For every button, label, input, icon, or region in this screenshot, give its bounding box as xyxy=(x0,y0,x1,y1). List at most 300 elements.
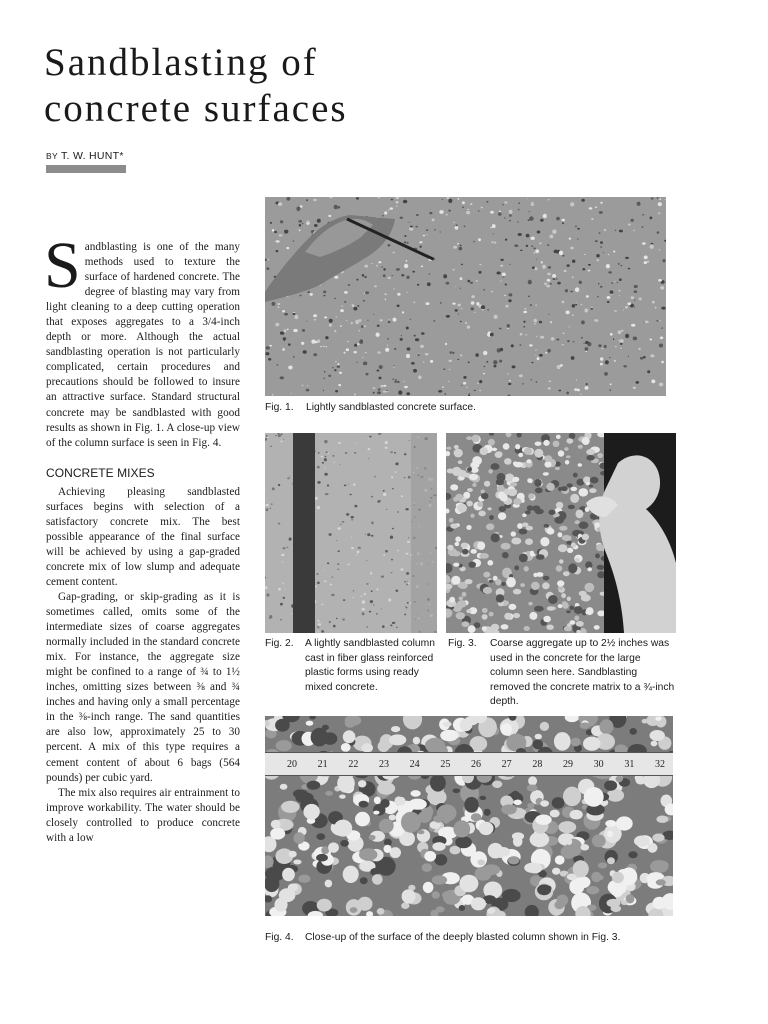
texture-dot xyxy=(379,500,381,502)
texture-dot xyxy=(455,224,457,226)
texture-dot xyxy=(589,485,593,488)
fig2-label: Fig. 2. xyxy=(265,638,294,649)
texture-dot xyxy=(384,845,392,853)
texture-dot xyxy=(389,319,390,320)
fig2-caption xyxy=(265,637,443,695)
texture-dot xyxy=(531,582,540,590)
texture-dot xyxy=(547,606,555,611)
texture-dot xyxy=(496,594,504,602)
texture-dot xyxy=(366,626,368,628)
texture-dot xyxy=(479,264,481,266)
texture-dot xyxy=(453,563,459,567)
texture-dot xyxy=(293,860,301,865)
texture-dot xyxy=(328,842,339,852)
fig4-caption xyxy=(265,931,685,946)
texture-dot xyxy=(488,469,493,473)
texture-dot xyxy=(567,597,571,602)
texture-dot xyxy=(405,606,406,607)
texture-dot xyxy=(636,381,640,384)
texture-dot xyxy=(495,451,503,458)
texture-dot xyxy=(503,443,510,450)
texture-dot xyxy=(278,202,282,206)
texture-dot xyxy=(562,222,564,224)
texture-dot xyxy=(282,310,285,312)
texture-dot xyxy=(293,313,296,315)
texture-dot xyxy=(540,336,544,339)
texture-dot xyxy=(558,544,567,552)
texture-dot xyxy=(340,840,349,847)
texture-dot xyxy=(324,371,326,372)
texture-dot xyxy=(478,511,485,517)
texture-dot xyxy=(302,385,304,386)
texture-dot xyxy=(380,385,384,387)
texture-dot xyxy=(640,357,644,360)
texture-dot xyxy=(342,305,343,306)
fig1-text: Lightly sandblasted concrete surface. xyxy=(306,402,476,413)
texture-dot xyxy=(328,215,331,217)
texture-dot xyxy=(492,224,496,228)
texture-dot xyxy=(600,286,603,288)
texture-dot xyxy=(446,282,450,285)
texture-dot xyxy=(528,296,530,297)
texture-dot xyxy=(470,203,472,205)
texture-dot xyxy=(432,891,440,898)
texture-dot xyxy=(634,290,637,293)
texture-dot xyxy=(346,320,348,321)
texture-dot xyxy=(346,348,349,351)
texture-dot xyxy=(588,270,591,272)
texture-dot xyxy=(532,266,535,269)
texture-dot xyxy=(316,854,328,862)
texture-dot xyxy=(432,219,435,222)
texture-dot xyxy=(535,355,536,356)
texture-dot xyxy=(356,362,358,363)
texture-dot xyxy=(607,789,624,802)
texture-dot xyxy=(655,861,668,869)
texture-dot xyxy=(502,204,503,205)
texture-dot xyxy=(550,321,552,323)
texture-dot xyxy=(276,250,279,252)
texture-dot xyxy=(417,284,419,286)
texture-dot xyxy=(459,905,465,911)
texture-dot xyxy=(283,337,287,340)
texture-dot xyxy=(550,810,560,818)
texture-dot xyxy=(615,230,616,231)
texture-dot xyxy=(351,537,352,538)
texture-dot xyxy=(307,385,308,386)
texture-dot xyxy=(329,324,332,327)
texture-dot xyxy=(455,542,460,546)
texture-dot xyxy=(513,613,520,618)
texture-dot xyxy=(665,199,666,200)
texture-dot xyxy=(508,489,517,496)
texture-dot xyxy=(392,488,394,489)
texture-dot xyxy=(318,452,320,453)
texture-dot xyxy=(483,572,490,578)
texture-dot xyxy=(317,339,320,342)
texture-dot xyxy=(268,358,271,361)
texture-dot xyxy=(614,310,617,312)
texture-dot xyxy=(379,819,394,833)
texture-dot xyxy=(396,201,399,203)
texture-dot xyxy=(486,361,488,363)
texture-dot xyxy=(353,597,354,598)
texture-dot xyxy=(486,523,494,530)
texture-dot xyxy=(395,471,397,473)
texture-dot xyxy=(619,278,622,281)
texture-dot xyxy=(536,336,537,337)
fig4-photo xyxy=(265,716,673,916)
texture-dot xyxy=(574,616,579,621)
texture-dot xyxy=(505,305,508,308)
texture-dot xyxy=(449,369,451,370)
texture-dot xyxy=(471,295,475,298)
texture-dot xyxy=(368,438,369,439)
texture-dot xyxy=(454,449,463,458)
texture-dot xyxy=(655,307,657,309)
texture-dot xyxy=(413,335,416,337)
texture-dot xyxy=(610,294,612,295)
texture-dot xyxy=(594,319,598,322)
texture-dot xyxy=(396,205,397,207)
texture-dot xyxy=(280,784,288,790)
texture-dot xyxy=(460,354,463,356)
texture-dot xyxy=(572,260,575,263)
texture-dot xyxy=(577,389,580,392)
texture-dot xyxy=(496,479,504,486)
texture-dot xyxy=(567,548,573,553)
texture-dot xyxy=(391,559,393,561)
texture-dot xyxy=(412,271,415,273)
texture-dot xyxy=(600,363,603,366)
texture-dot xyxy=(652,301,655,304)
texture-dot xyxy=(271,503,273,504)
texture-dot xyxy=(584,787,604,807)
texture-dot xyxy=(614,360,616,362)
texture-dot xyxy=(339,372,342,374)
column-shadow xyxy=(293,433,315,633)
texture-dot xyxy=(525,538,533,545)
texture-dot xyxy=(540,722,549,731)
texture-dot xyxy=(504,295,506,296)
fig2-text: A lightly sandblasted column cast in fiber glass reinforced plastic forms using ready mixed concrete. xyxy=(305,638,435,693)
texture-dot xyxy=(272,394,273,395)
texture-dot xyxy=(531,203,535,206)
texture-dot xyxy=(278,523,280,525)
texture-dot xyxy=(659,344,663,348)
texture-dot xyxy=(406,572,409,575)
texture-dot xyxy=(618,330,622,334)
article-title xyxy=(44,40,348,132)
texture-dot xyxy=(467,209,469,210)
texture-dot xyxy=(547,273,551,276)
texture-dot xyxy=(340,524,342,525)
texture-dot xyxy=(548,352,549,353)
texture-dot xyxy=(482,608,488,613)
texture-dot xyxy=(269,345,272,347)
texture-dot xyxy=(397,550,399,552)
texture-dot xyxy=(363,300,365,302)
texture-dot xyxy=(436,906,445,912)
texture-dot xyxy=(604,780,617,790)
texture-dot xyxy=(354,344,357,347)
texture-dot xyxy=(266,267,269,270)
ruler-tick-label: 30 xyxy=(593,759,604,770)
texture-dot xyxy=(288,343,291,345)
texture-dot xyxy=(457,359,459,360)
texture-dot xyxy=(401,274,404,276)
texture-dot xyxy=(432,842,445,851)
texture-dot xyxy=(461,308,463,309)
texture-dot xyxy=(460,277,463,280)
texture-dot xyxy=(313,199,317,201)
texture-dot xyxy=(531,245,533,247)
texture-dot xyxy=(364,593,366,595)
texture-dot xyxy=(561,219,565,222)
texture-dot xyxy=(471,301,475,304)
texture-dot xyxy=(298,875,310,883)
texture-dot xyxy=(427,282,431,286)
texture-dot xyxy=(529,612,537,620)
texture-dot xyxy=(418,811,432,823)
texture-dot xyxy=(543,576,549,581)
texture-dot xyxy=(548,314,549,315)
texture-dot xyxy=(501,723,512,735)
texture-dot xyxy=(455,226,459,230)
texture-dot xyxy=(333,625,336,628)
texture-dot xyxy=(586,886,599,894)
texture-dot xyxy=(627,302,631,305)
texture-dot xyxy=(434,854,447,865)
texture-dot xyxy=(410,319,411,320)
texture-dot xyxy=(327,484,329,486)
texture-dot xyxy=(599,211,603,214)
texture-dot xyxy=(571,487,578,491)
texture-dot xyxy=(509,220,511,222)
texture-dot xyxy=(575,226,577,228)
texture-dot xyxy=(637,202,641,206)
texture-dot xyxy=(529,344,533,346)
texture-dot xyxy=(526,234,530,238)
texture-dot xyxy=(404,264,408,268)
texture-dot xyxy=(589,488,596,493)
texture-dot xyxy=(345,452,348,454)
texture-dot xyxy=(575,287,579,292)
texture-dot xyxy=(558,450,564,456)
texture-dot xyxy=(535,734,542,740)
byline-by: BY xyxy=(46,151,58,161)
texture-dot xyxy=(554,250,558,254)
texture-dot xyxy=(369,835,376,840)
texture-dot xyxy=(404,241,406,243)
texture-dot xyxy=(530,304,533,306)
texture-dot xyxy=(520,333,523,336)
texture-dot xyxy=(511,531,516,536)
texture-dot xyxy=(498,512,506,520)
texture-dot xyxy=(469,393,470,394)
ruler-tick-label: 27 xyxy=(501,759,512,770)
texture-dot xyxy=(314,224,318,227)
texture-dot xyxy=(385,294,387,295)
texture-dot xyxy=(336,540,337,541)
texture-dot xyxy=(316,833,325,840)
texture-dot xyxy=(406,260,408,262)
texture-dot xyxy=(585,341,589,344)
texture-dot xyxy=(464,226,466,228)
texture-dot xyxy=(303,804,319,820)
texture-dot xyxy=(625,334,629,338)
texture-dot xyxy=(356,279,358,281)
texture-dot xyxy=(504,217,505,218)
texture-dot xyxy=(547,349,551,352)
texture-dot xyxy=(418,354,420,356)
texture-dot xyxy=(278,307,280,308)
texture-dot xyxy=(355,812,370,827)
texture-dot xyxy=(335,390,338,392)
texture-dot xyxy=(332,367,334,368)
texture-dot xyxy=(633,337,637,341)
texture-dot xyxy=(452,269,455,271)
texture-dot xyxy=(343,599,346,601)
texture-dot xyxy=(348,484,349,485)
texture-dot xyxy=(317,582,320,585)
texture-dot xyxy=(307,221,310,224)
texture-dot xyxy=(581,199,585,202)
texture-dot xyxy=(366,560,367,561)
texture-dot xyxy=(388,277,391,279)
texture-dot xyxy=(586,383,588,385)
texture-dot xyxy=(323,346,325,347)
texture-dot xyxy=(438,390,442,393)
texture-dot xyxy=(299,224,301,227)
texture-dot xyxy=(278,588,281,591)
texture-dot xyxy=(539,354,543,357)
texture-dot xyxy=(442,199,443,200)
texture-dot xyxy=(656,320,658,321)
texture-dot xyxy=(322,462,324,464)
texture-dot xyxy=(381,609,382,610)
texture-dot xyxy=(454,445,459,449)
texture-dot xyxy=(478,271,481,274)
texture-dot xyxy=(460,321,462,322)
fig4-image xyxy=(265,716,673,916)
texture-dot xyxy=(517,221,518,223)
texture-dot xyxy=(386,509,387,510)
texture-dot xyxy=(379,377,382,380)
texture-dot xyxy=(325,791,333,796)
texture-dot xyxy=(548,380,551,382)
texture-dot xyxy=(564,270,567,272)
texture-dot xyxy=(544,524,550,528)
texture-dot xyxy=(387,345,389,346)
texture-dot xyxy=(276,364,278,366)
texture-dot xyxy=(391,476,393,478)
texture-dot xyxy=(329,533,332,536)
texture-dot xyxy=(280,220,283,223)
texture-dot xyxy=(275,323,279,327)
texture-dot xyxy=(558,821,576,833)
texture-dot xyxy=(330,584,332,586)
texture-dot xyxy=(535,509,544,515)
texture-dot xyxy=(458,596,463,600)
texture-dot xyxy=(462,201,465,204)
texture-dot xyxy=(525,511,531,515)
texture-dot xyxy=(374,797,381,805)
texture-dot xyxy=(567,340,569,342)
texture-dot xyxy=(331,594,334,596)
texture-dot xyxy=(336,317,337,318)
texture-dot xyxy=(544,461,551,467)
texture-dot xyxy=(425,738,445,753)
texture-dot xyxy=(337,569,339,570)
texture-dot xyxy=(559,251,563,256)
texture-dot xyxy=(467,280,470,283)
texture-dot xyxy=(341,743,351,752)
texture-dot xyxy=(283,597,285,599)
texture-dot xyxy=(317,899,332,912)
texture-dot xyxy=(410,226,413,228)
texture-dot xyxy=(317,573,319,574)
texture-dot xyxy=(536,381,538,383)
texture-dot xyxy=(448,199,452,203)
texture-dot xyxy=(524,448,532,455)
texture-dot xyxy=(430,360,433,363)
texture-dot xyxy=(270,508,271,509)
texture-dot xyxy=(281,433,283,435)
texture-dot xyxy=(502,273,506,277)
texture-dot xyxy=(605,820,616,827)
texture-dot xyxy=(503,276,505,277)
ruler-tick-label: 32 xyxy=(655,759,665,770)
texture-dot xyxy=(315,586,317,588)
texture-dot xyxy=(468,361,470,363)
texture-dot xyxy=(548,387,551,389)
texture-dot xyxy=(557,282,561,285)
texture-dot xyxy=(612,872,624,883)
texture-dot xyxy=(324,458,327,461)
texture-dot xyxy=(270,446,272,447)
texture-dot xyxy=(620,265,622,266)
texture-dot xyxy=(482,614,488,620)
texture-dot xyxy=(291,613,292,614)
texture-dot xyxy=(381,576,384,578)
texture-dot xyxy=(365,534,366,535)
texture-dot xyxy=(581,304,583,306)
texture-dot xyxy=(393,288,395,289)
texture-dot xyxy=(621,330,623,332)
texture-dot xyxy=(534,606,544,612)
texture-dot xyxy=(284,329,287,332)
texture-dot xyxy=(409,602,410,603)
texture-dot xyxy=(572,315,574,316)
texture-dot xyxy=(596,259,599,261)
texture-dot xyxy=(313,314,317,317)
texture-dot xyxy=(408,799,427,810)
texture-dot xyxy=(458,198,460,200)
texture-dot xyxy=(631,219,634,222)
texture-dot xyxy=(373,387,376,389)
texture-dot xyxy=(592,834,606,847)
texture-dot xyxy=(329,621,331,623)
texture-dot xyxy=(531,202,534,204)
texture-dot xyxy=(315,497,318,500)
texture-dot xyxy=(524,863,540,873)
texture-dot xyxy=(307,781,321,790)
texture-dot xyxy=(463,376,466,379)
texture-dot xyxy=(378,261,381,263)
texture-dot xyxy=(281,801,300,813)
texture-dot xyxy=(552,797,565,809)
